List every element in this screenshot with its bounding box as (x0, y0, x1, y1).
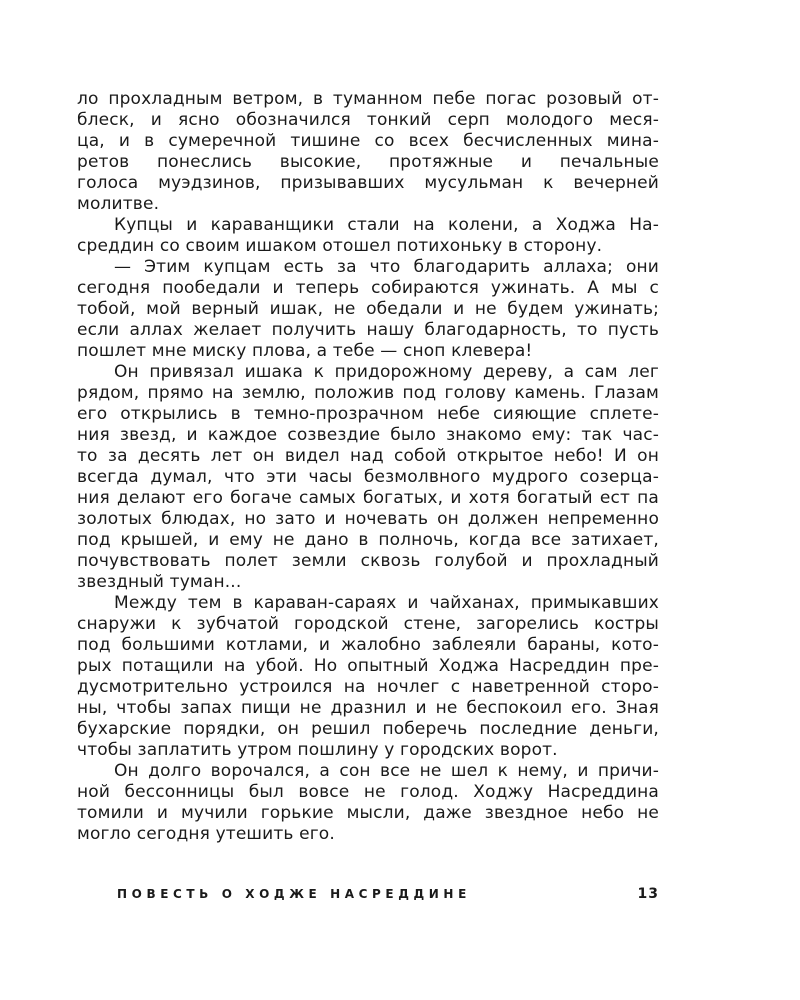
paragraph-5 (77, 593, 659, 761)
text-line: рядом, прямо на землю, положив под голову камень. Глазам (77, 383, 659, 403)
text-line: ния звезд, и каждое созвездие было знакомо ему: так час- (77, 425, 659, 445)
text-line: блеск, и ясно обозначился тонкий серп молодого меся- (77, 110, 659, 130)
text-line: Он привязал ишака к придорожному дереву, а сам лег (114, 362, 659, 382)
text-line: его открылись в темно-прозрачном небе сияющие сплете- (77, 404, 659, 424)
text-line: голоса муэдзинов, призывавших мусульман к вечерней (77, 173, 659, 193)
paragraph-1 (77, 89, 659, 215)
text-line: ны, чтобы запах пищи не дразнил и не беспокоил его. Зная (77, 698, 659, 718)
text-line: ной бессонницы был вовсе не голод. Ходжу Насреддина (77, 782, 659, 802)
page-body (77, 89, 659, 845)
page-footer (117, 884, 659, 904)
text-line: под большими котлами, и жалобно заблеяли бараны, кото- (77, 635, 659, 655)
paragraph-6 (77, 761, 659, 845)
text-line: под крышей, и ему не дано в полночь, когда все затихает, (77, 530, 659, 550)
text-line: снаружи к зубчатой городской стене, загорелись костры (77, 614, 659, 634)
text-line: почувствовать полет земли сквозь голубой и прохладный (77, 551, 659, 571)
page-number: 13 (637, 886, 659, 902)
text-line: Между тем в караван-сараях и чайханах, примыкавших (114, 593, 659, 613)
text-line: ца, и в сумеречной тишине со всех бесчисленных мина- (77, 131, 659, 151)
text-line: если аллах желает получить нашу благодарность, то пусть (77, 320, 659, 340)
paragraph-3 (77, 257, 659, 362)
text-line: Он долго ворочался, а сон все не шел к нему, и причи- (114, 761, 659, 781)
text-line: звездный туман... (77, 572, 242, 592)
paragraph-2 (77, 215, 659, 257)
text-line: рых потащили на убой. Но опытный Ходжа Насреддин пре- (77, 656, 659, 676)
text-line: ния делают его богаче самых богатых, и хотя богатый ест па (77, 488, 659, 508)
text-line: могло сегодня утешить его. (77, 824, 335, 844)
text-line: молитве. (77, 194, 160, 214)
text-line: — Этим купцам есть за что благодарить аллаха; они (114, 257, 659, 277)
text-line: среддин со своим ишаком отошел потихоньку в сторону. (77, 236, 603, 256)
text-line: пошлет мне миску плова, а тебе — сноп клевера! (77, 341, 533, 361)
text-line: то за десять лет он видел над собой открытое небо! И он (77, 446, 659, 466)
text-line: Купцы и караванщики стали на колени, а Ходжа На- (114, 215, 659, 235)
text-line: тобой, мой верный ишак, не обедали и не будем ужинать; (77, 299, 659, 319)
paragraph-4 (77, 362, 659, 593)
text-line: золотых блюдах, но зато и ночевать он должен непременно (77, 509, 659, 529)
text-line: всегда думал, что эти часы безмолвного мудрого созерца- (77, 467, 659, 487)
text-line: ло прохладным ветром, в туманном пебе погас розовый от- (77, 89, 659, 109)
text-line: дусмотрительно устроился на ночлег с наветренной сторо- (77, 677, 659, 697)
text-line: бухарские порядки, он решил поберечь последние деньги, (77, 719, 659, 739)
text-line: томили и мучили горькие мысли, даже звездное небо не (77, 803, 659, 823)
text-line: ретов понеслись высокие, протяжные и печальные (77, 152, 659, 172)
text-line: чтобы заплатить утром пошлину у городских ворот. (77, 740, 558, 760)
text-line: сегодня пообедали и теперь собираются ужинать. А мы с (77, 278, 659, 298)
running-title: ПОВЕСТЬ О ХОДЖЕ НАСРЕДДИНЕ (117, 887, 471, 901)
